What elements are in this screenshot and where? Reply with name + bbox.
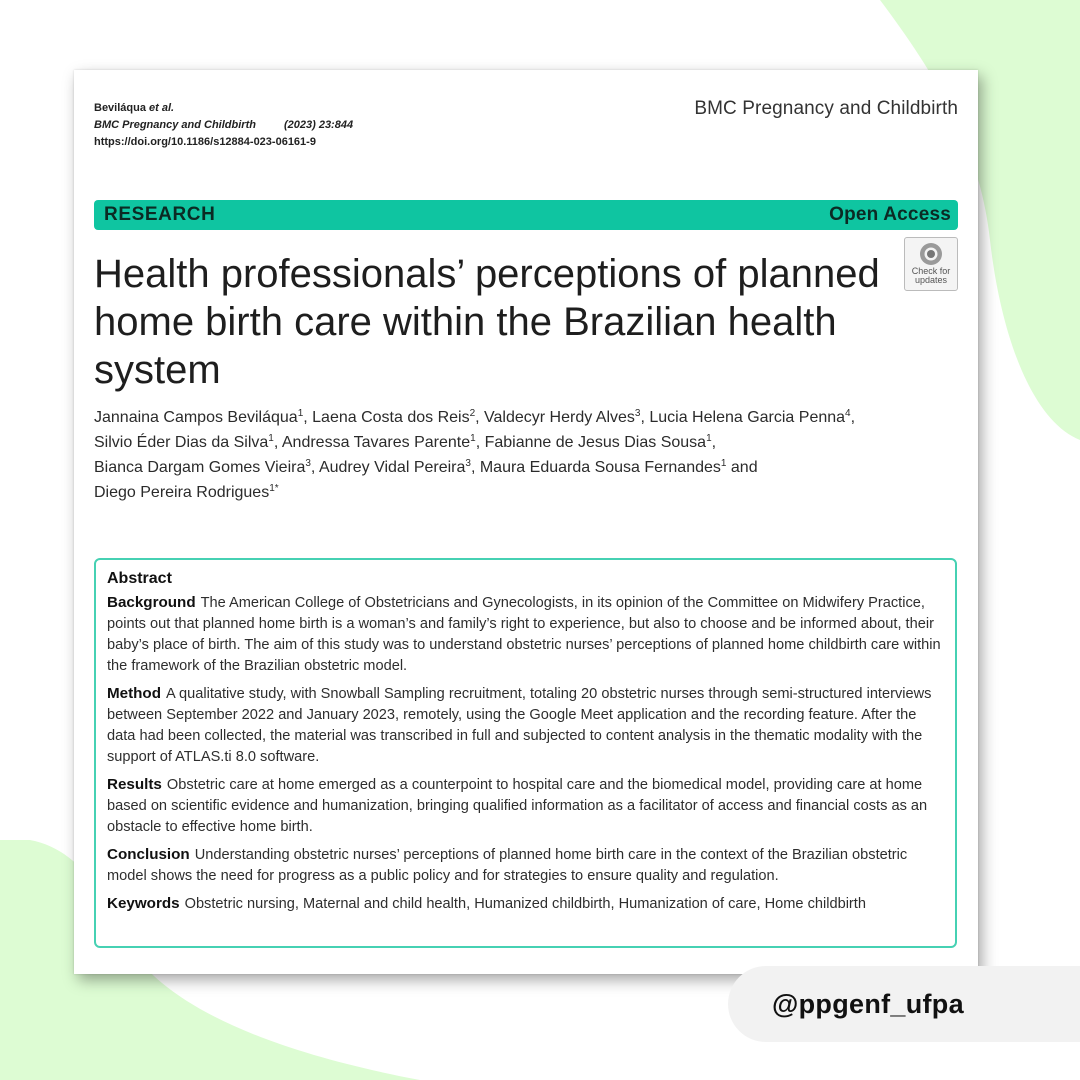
journal-name: BMC Pregnancy and Childbirth (694, 98, 958, 119)
abstract-keywords (107, 893, 943, 915)
author-name[interactable]: Valdecyr Herdy Alves (484, 409, 635, 426)
abstract-background (107, 592, 943, 677)
author-affiliation: 1 (706, 433, 712, 444)
open-access-label: Open Access (829, 204, 951, 225)
author-affiliation: 1 (297, 408, 304, 419)
method-text: A qualitative study, with Snowball Sampling recruitment, totaling 20 obstetric nurses through semi-structured interviews between September 2022 and January 2023, remotely, using the Google Meet application and the recording feature. After the data had been collected, the material was transcribed in full and subjected to content analysis in the thematic modality with the support of ATLAS.ti 8.0 software. (107, 686, 932, 765)
author-list: Jannaina Campos Beviláqua$^1$, Laena Costa dos Reis$^2$, Valdecyr Herdy Alves$^3$, Lucia Helena Garcia Penna$^4$, Silvio Éder Dias da Silva$^1$, Andressa Tavares Parente$^1$, Fabianne de Jesus Dias Sousa$^1$, Bianca Dargam Gomes Vieira$^3$, Audrey Vidal Pereira$^3$, Maura Eduarda Sousa Fernandes$^1$ and Diego Pereira Rodrigues$^{1*}$ (94, 408, 856, 501)
author-affiliation: 1 (268, 433, 274, 444)
author-name[interactable]: Bianca Dargam Gomes Vieira (94, 459, 306, 476)
author-affiliation: 4 (845, 408, 851, 419)
author-name[interactable]: Maura Eduarda Sousa Fernandes (479, 459, 721, 476)
conclusion-label: Conclusion (107, 846, 190, 863)
check-for-updates-badge[interactable] (904, 237, 958, 291)
abstract-heading: Abstract (107, 570, 172, 587)
check-for-updates-icon (918, 241, 944, 267)
author-affiliation: 3 (465, 458, 471, 469)
author-name[interactable]: Laena Costa dos Reis (312, 409, 470, 426)
abstract-box (94, 558, 957, 948)
author-affiliation: 1 (470, 433, 476, 444)
keywords-text: Obstetric nursing, Maternal and child health, Humanized childbirth, Humanization of care, Home childbirth (184, 896, 866, 912)
citation-journal-line (94, 117, 353, 134)
author-name[interactable]: Jannaina Campos Beviláqua (94, 409, 298, 426)
method-label: Method (107, 685, 161, 702)
check-badge-line2: updates (914, 275, 948, 285)
results-label: Results (107, 776, 162, 793)
research-label: RESEARCH (104, 204, 216, 225)
paper-page (74, 70, 978, 974)
article-type-band (94, 200, 958, 230)
author-affiliation: 1 (720, 458, 727, 469)
author-affiliation: 3 (305, 458, 311, 469)
article-title: Health professionals’ perceptions of planned home birth care within the Brazilian health system (94, 252, 880, 392)
authors-conjunction: and (730, 459, 758, 476)
citation-doi[interactable]: https://doi.org/10.1186/s12884-023-06161-9 (94, 136, 316, 148)
citation-authors: Beviláqua (94, 102, 146, 114)
social-handle-pill (728, 966, 1080, 1042)
author-affiliation: 1* (269, 483, 279, 494)
citation-etal: et al. (149, 102, 175, 114)
citation-journal: BMC Pregnancy and Childbirth (94, 119, 256, 131)
conclusion-text: Understanding obstetric nurses’ perceptions of planned home birth care in the context of the Brazilian obstetric model shows the need for progress as a public policy and for strategies to ensure quality and regulation. (107, 847, 908, 884)
author-affiliation: 2 (469, 408, 476, 419)
social-handle: @ppgenf_ufpa (772, 988, 964, 1019)
abstract-results (107, 774, 943, 838)
author-name[interactable]: Silvio Éder Dias da Silva (94, 434, 269, 451)
citation-authors-line (94, 100, 353, 117)
author-name[interactable]: Audrey Vidal Pereira (318, 459, 466, 476)
citation-block (94, 100, 353, 151)
keywords-label: Keywords (107, 895, 180, 912)
abstract-method (107, 683, 943, 768)
citation-volume: (2023) 23:844 (283, 119, 354, 131)
results-text: Obstetric care at home emerged as a counterpoint to hospital care and the biomedical model, providing care at home based on scientific evidence and humanization, bringing qualified information as a facilitator of access and financial costs as an obstacle to effective home birth. (107, 777, 928, 835)
author-name[interactable]: Lucia Helena Garcia Penna (649, 409, 846, 426)
author-name[interactable]: Andressa Tavares Parente (281, 434, 471, 451)
abstract-conclusion (107, 844, 943, 887)
author-name[interactable]: Fabianne de Jesus Dias Sousa (484, 434, 707, 451)
check-badge-line1: Check for (911, 266, 951, 276)
author-name[interactable]: Diego Pereira Rodrigues (94, 484, 270, 501)
background-label: Background (107, 594, 196, 611)
background-text: The American College of Obstetricians and Gynecologists, in its opinion of the Committee on Midwifery Practice, points out that planned home birth is a woman’s and family’s right to experience, but also to choose and be informed about, their baby’s place of birth. The aim of this study was to understand obstetric nurses’ perceptions of planned home childbirth care within the framework of the Brazilian obstetric model. (107, 595, 941, 674)
author-affiliation: 3 (634, 408, 641, 419)
